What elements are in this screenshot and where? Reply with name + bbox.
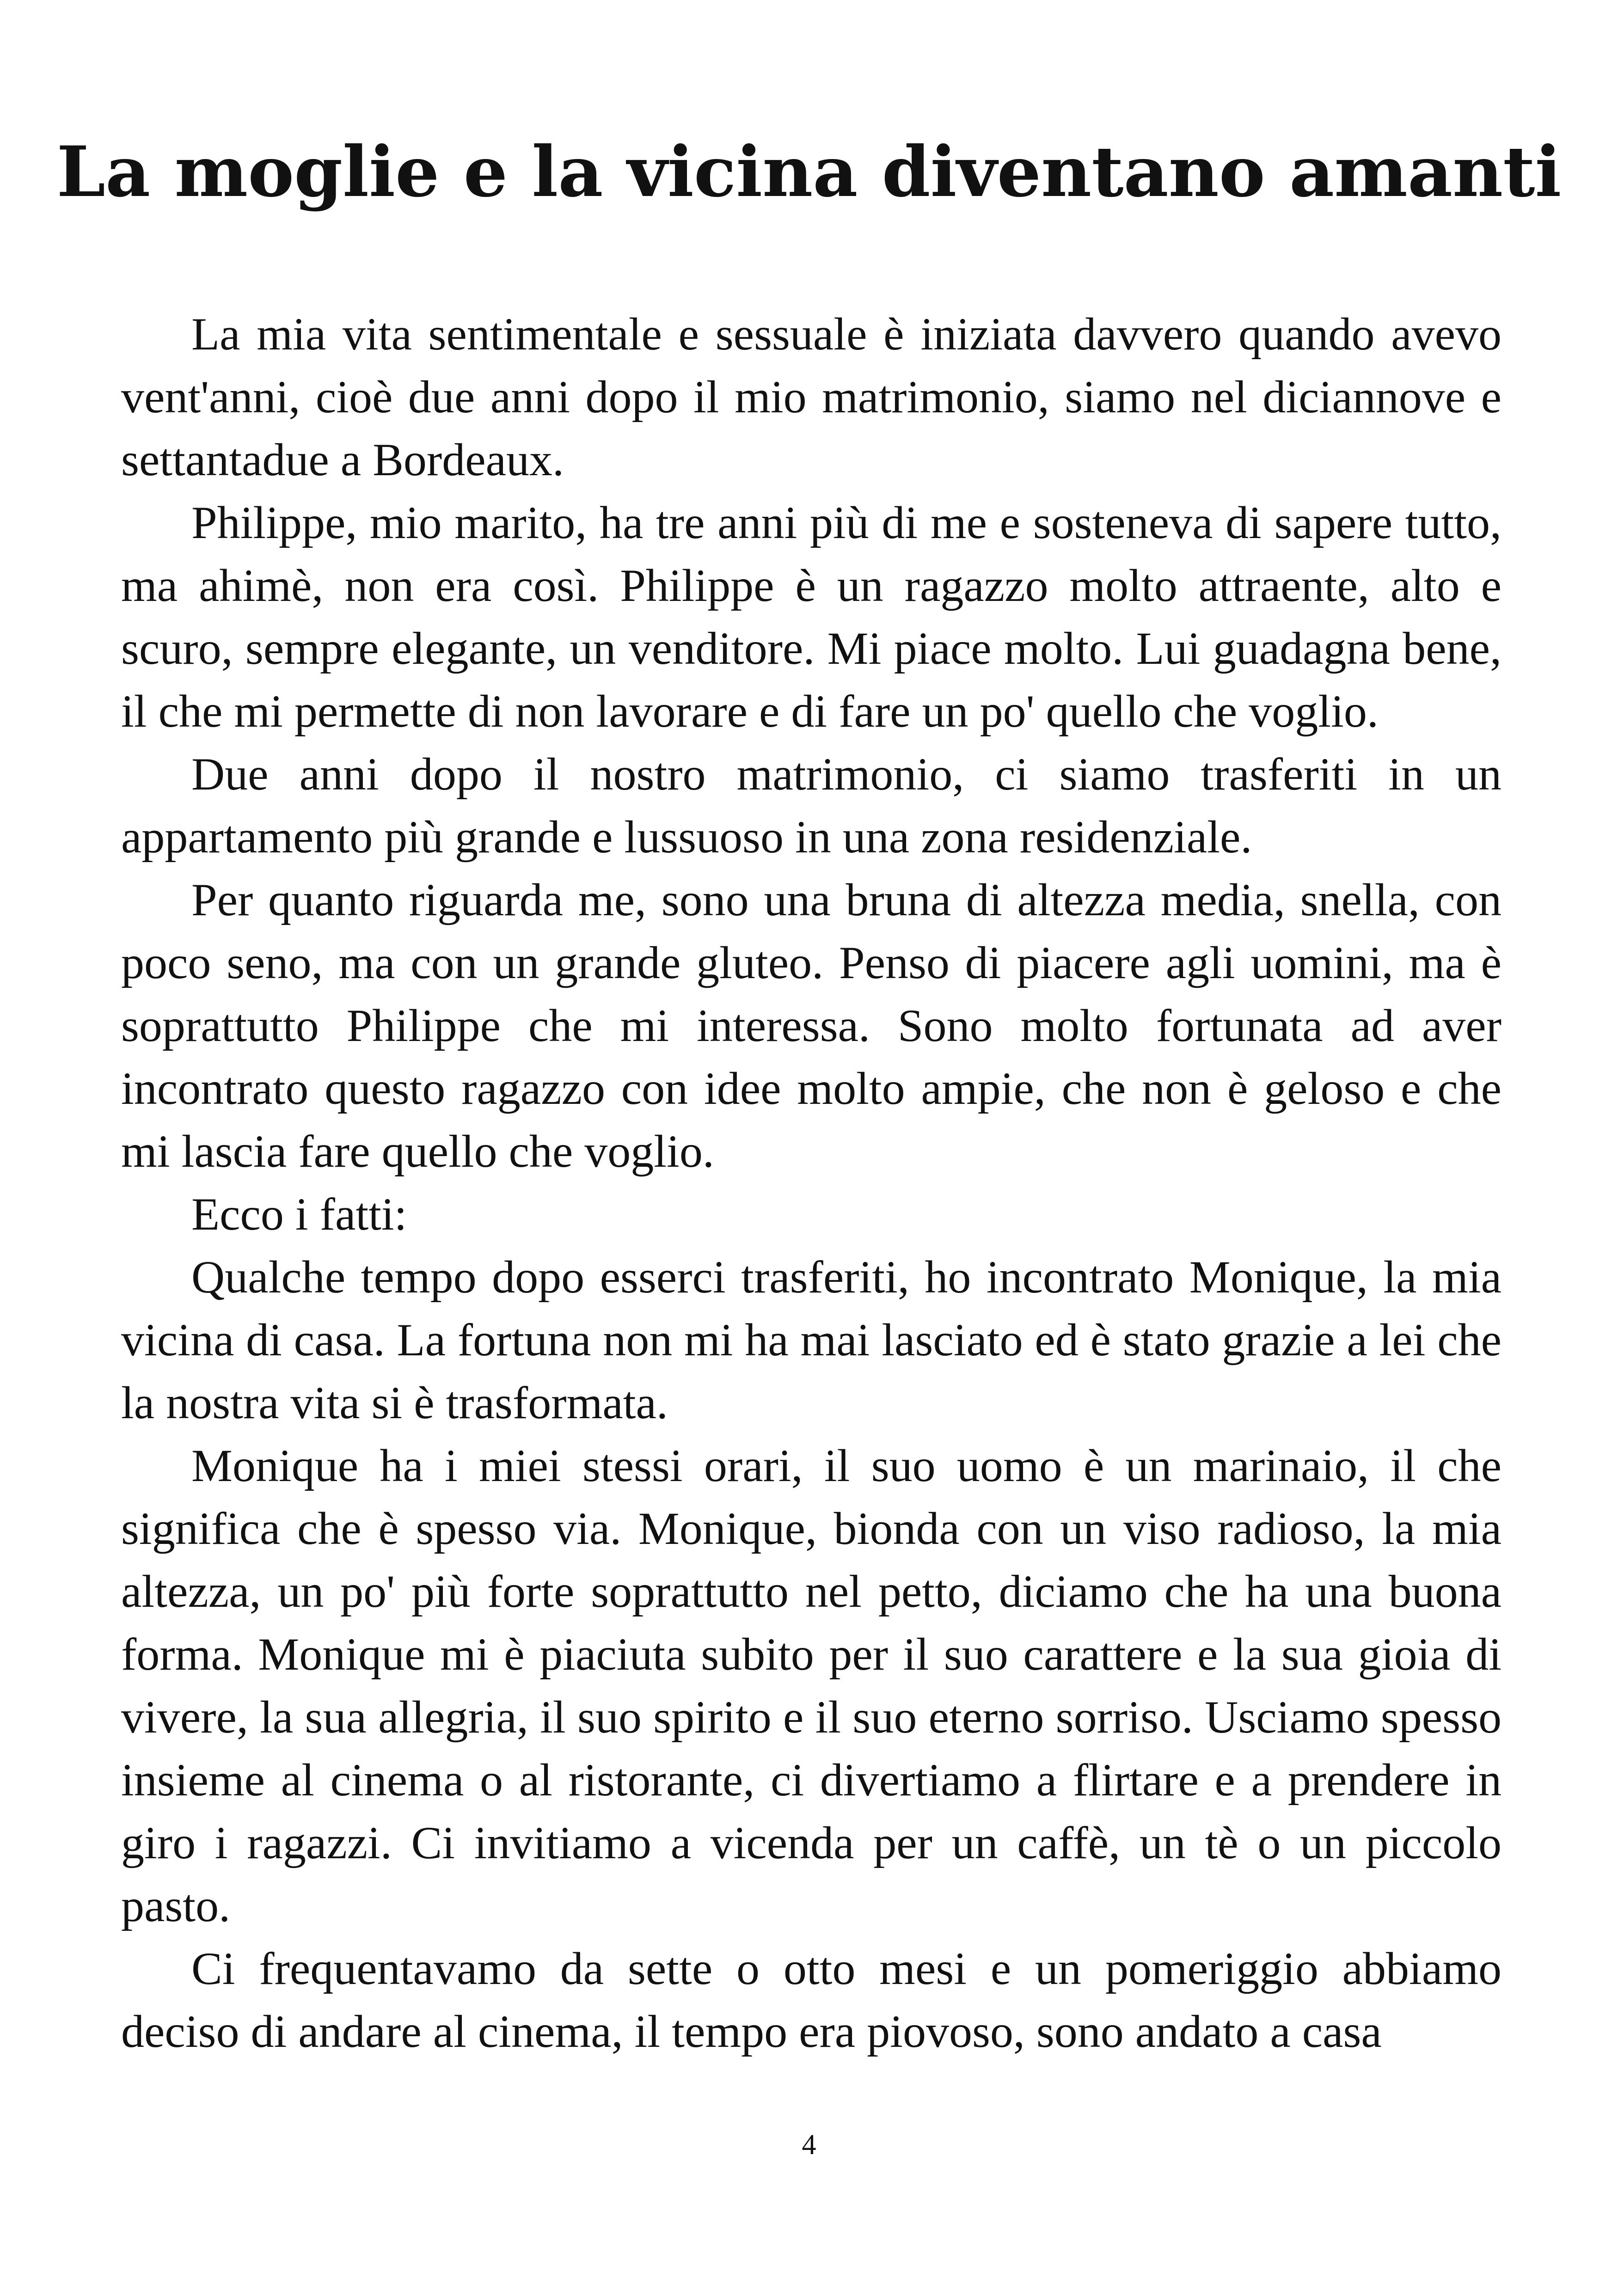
page-number: 4 [802, 2129, 816, 2161]
paragraph: La mia vita sentimentale e sessuale è iniziata davvero quando avevo vent'anni, cioè due anni dopo il mio matrimonio, siamo nel diciannove e settantadue a Bordeaux. [121, 308, 1502, 485]
paragraph: Due anni dopo il nostro matrimonio, ci siamo trasferiti in un appartamento più grande e lussuoso in una zona residenziale. [121, 748, 1502, 863]
page-title: La moglie e la vicina diventano amanti [56, 131, 1562, 213]
paragraph: Qualche tempo dopo esserci trasferiti, ho incontrato Monique, la mia vicina di casa. La fortuna non mi ha mai lasciato ed è stato grazie a lei che la nostra vita si è trasformata. [121, 1251, 1502, 1428]
paragraph: Per quanto riguarda me, sono una bruna di altezza media, snella, con poco seno, ma con un grande gluteo. Penso di piacere agli uomini, ma è soprattutto Philippe che mi interessa. Sono molto fortunata ad aver incontrato questo ragazzo con idee molto ampie, che non è geloso e che mi lascia fare quello che voglio. [121, 874, 1502, 1177]
paragraph: Ecco i fatti: [191, 1188, 407, 1240]
paragraph: Monique ha i miei stessi orari, il suo uomo è un marinaio, il che significa che è spesso via. Monique, bionda con un viso radioso, la mia altezza, un po' più forte soprattutto nel petto, diciamo che ha una buona forma. Monique mi è piaciuta subito per il suo carattere e la sua gioia di vivere, la sua allegria, il suo spirito e il suo eterno sorriso. Usciamo spesso insieme al cinema o al ristorante, ci divertiamo a flirtare e a prendere in giro i ragazzi. Ci invitiamo a vicenda per un caffè, un tè o un piccolo pasto. [121, 1440, 1502, 1931]
paragraph: Ci frequentavamo da sette o otto mesi e un pomeriggio abbiamo deciso di andare al cinema, il tempo era piovoso, sono andato a casa [121, 1943, 1502, 2057]
body-text [121, 303, 1502, 2063]
paragraph: Philippe, mio marito, ha tre anni più di me e sosteneva di sapere tutto, ma ahimè, non era così. Philippe è un ragazzo molto attraente, alto e scuro, sempre elegante, un venditore. Mi piace molto. Lui guadagna bene, il che mi permette di non lavorare e di fare un po' quello che voglio. [121, 497, 1502, 737]
